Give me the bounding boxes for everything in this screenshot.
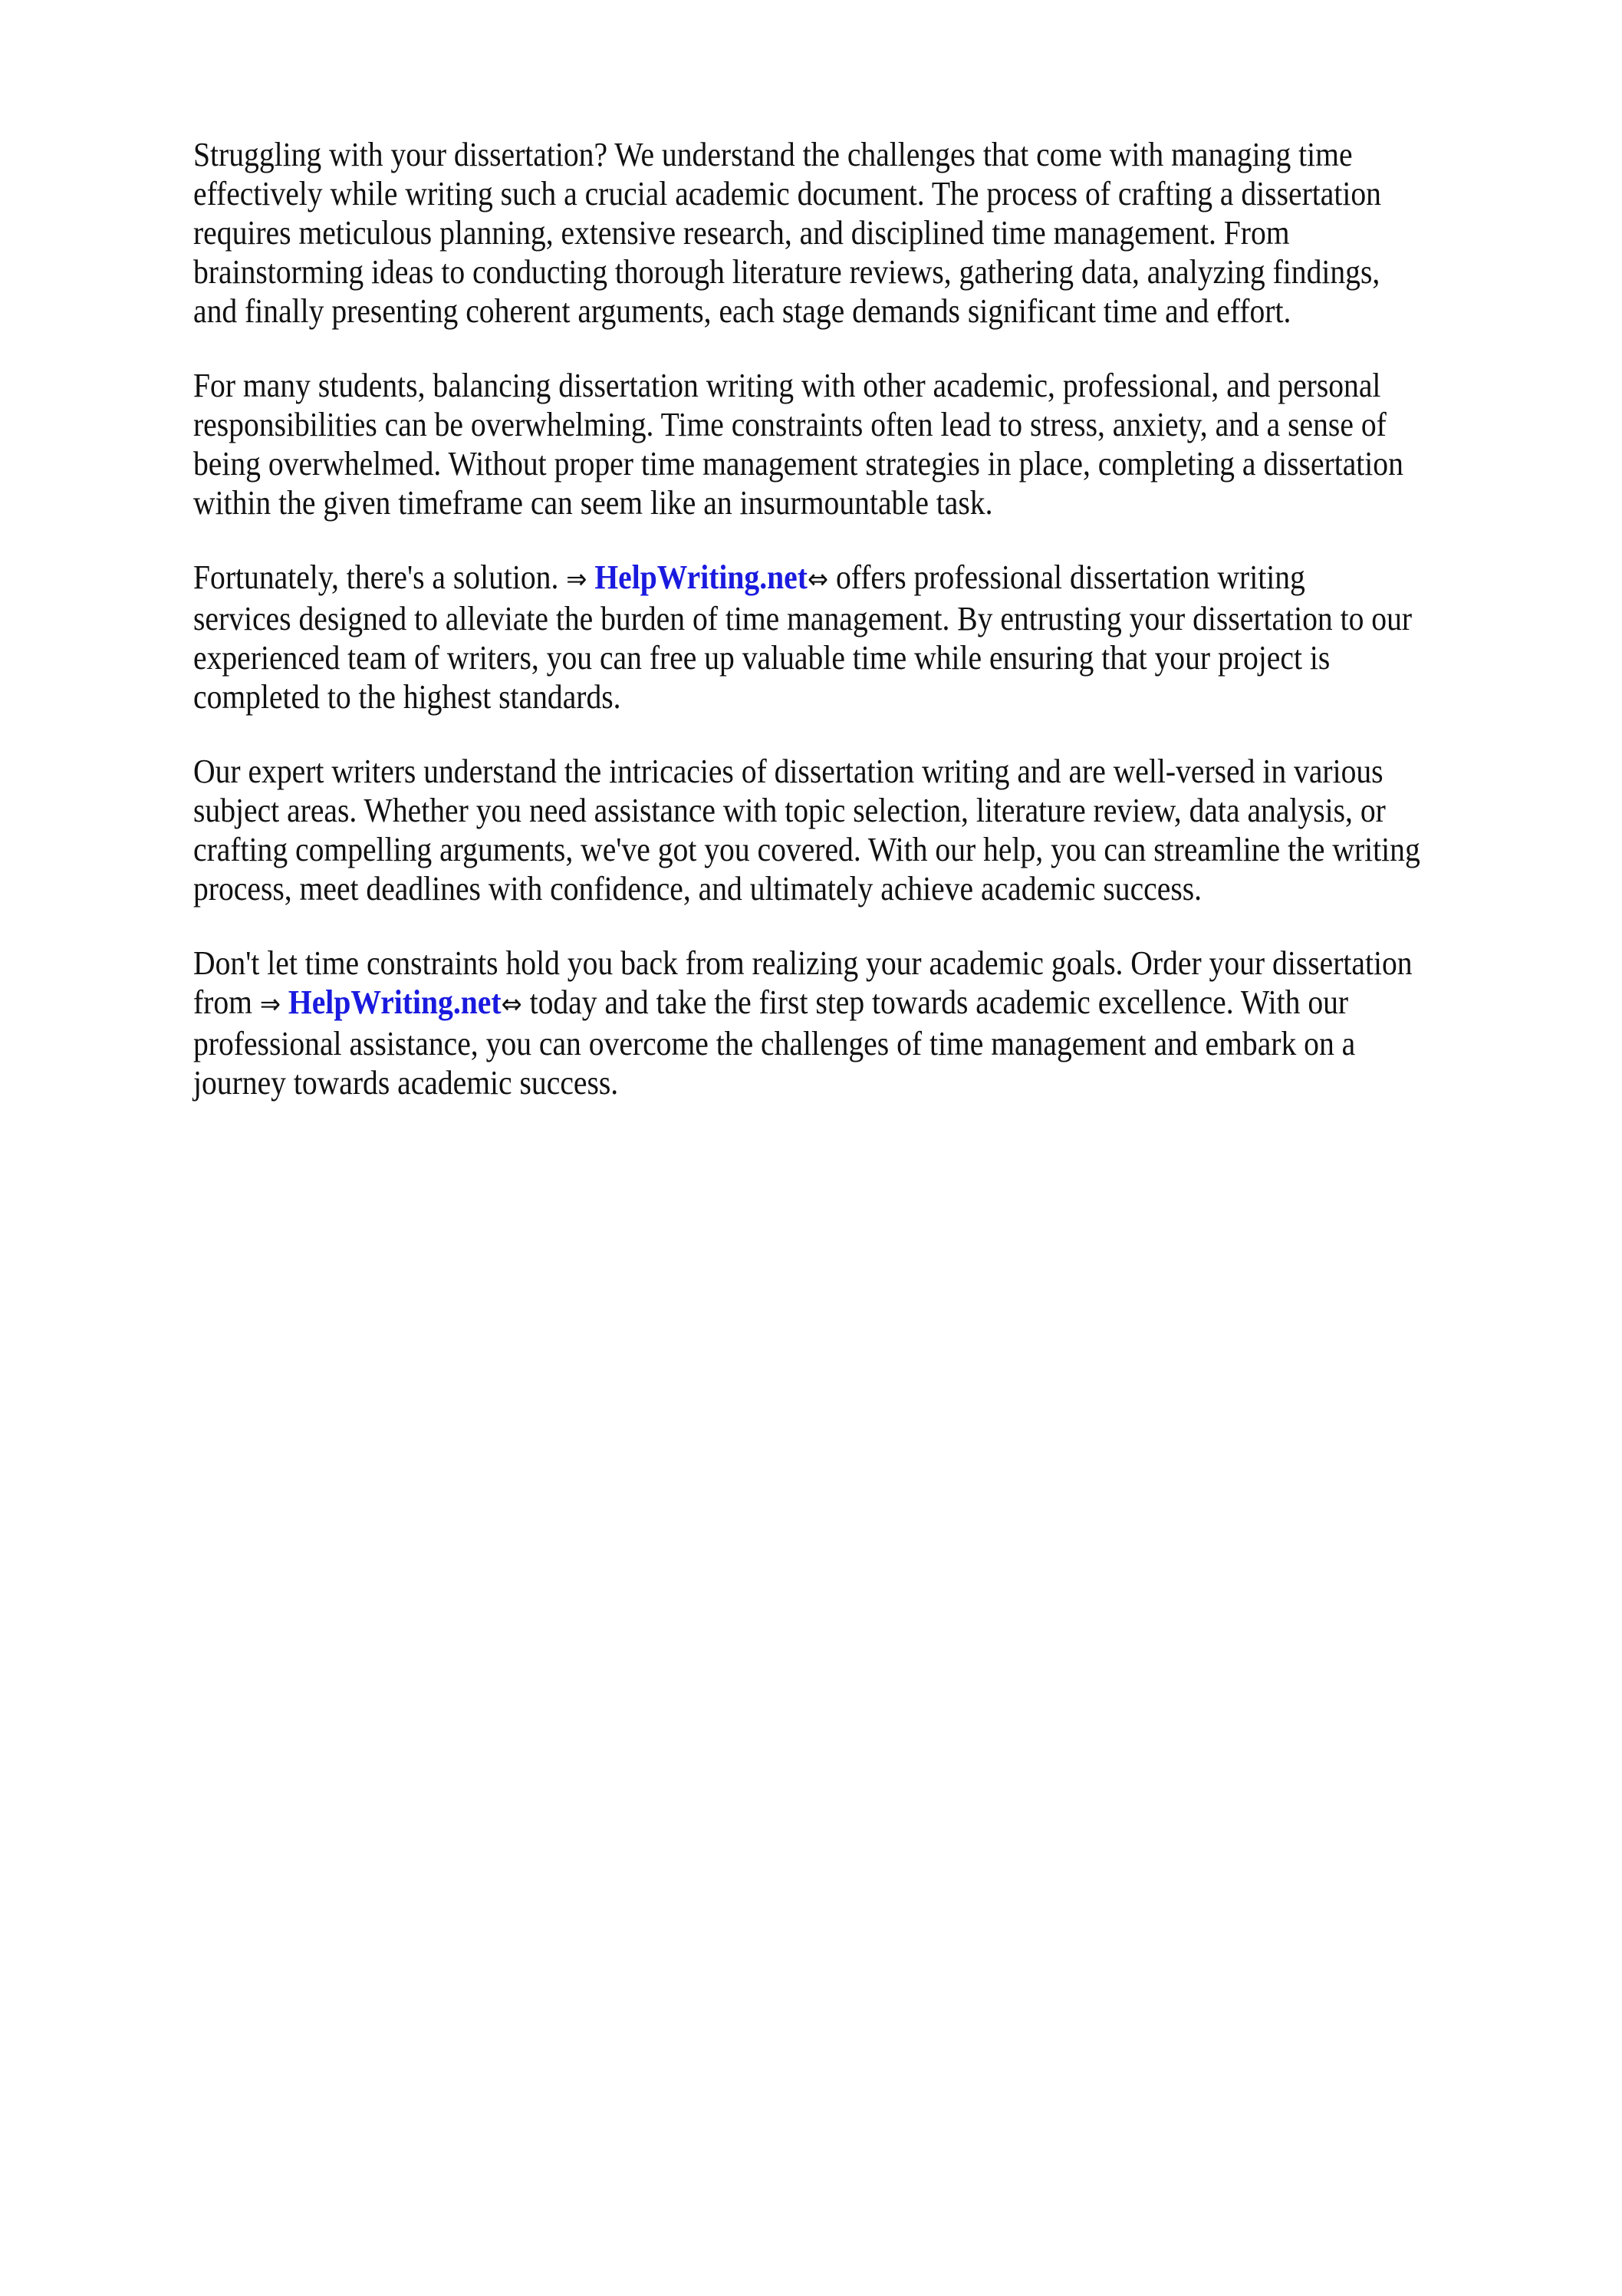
text-segment: Fortunately, there's a solution. (193, 558, 567, 596)
text-line: requires meticulous planning, extensive research, and disciplined time management. From (193, 214, 1290, 252)
text-line: subject areas. Whether you need assistance with topic selection, literature review, data analysis, or (193, 792, 1386, 829)
text-line: crafting compelling arguments, we've got you covered. With our help, you can streamline the writing (193, 831, 1420, 868)
text-line: Struggling with your dissertation? We understand the challenges that come with managing time (193, 136, 1353, 173)
text-line: being overwhelmed. Without proper time management strategies in place, completing a dissertation (193, 445, 1403, 483)
left-right-double-arrow-icon: ⇔ (501, 989, 522, 1020)
text-line: process, meet deadlines with confidence, and ultimately achieve academic success. (193, 870, 1203, 908)
text-line: For many students, balancing dissertation writing with other academic, professional, and personal (193, 367, 1381, 404)
text-line: brainstorming ideas to conducting thorough literature reviews, gathering data, analyzing findings, (193, 253, 1380, 291)
text-line: professional assistance, you can overcome the challenges of time management and embark on a (193, 1025, 1356, 1062)
paragraph-4 (193, 752, 1420, 908)
text-line: within the given timeframe can seem like an insurmountable task. (193, 484, 993, 522)
text-line: effectively while writing such a crucial academic document. The process of crafting a dissertation (193, 175, 1381, 212)
paragraph-1 (193, 135, 1420, 331)
text-segment: today and take the first step towards academic excellence. With our (521, 983, 1349, 1021)
text-line (193, 983, 1420, 1024)
text-line: responsibilities can be overwhelming. Time constraints often lead to stress, anxiety, and a sense of (193, 406, 1387, 443)
right-double-arrow-icon: ⇒ (566, 564, 587, 595)
document-body (193, 135, 1420, 1138)
text-segment: offers professional dissertation writing (828, 558, 1305, 596)
text-line: experienced team of writers, you can free up valuable time while ensuring that your project is (193, 639, 1331, 677)
text-line: journey towards academic success. (193, 1064, 619, 1102)
right-double-arrow-icon: ⇒ (259, 989, 281, 1020)
left-right-double-arrow-icon: ⇔ (807, 564, 829, 595)
paragraph-3 (193, 558, 1420, 716)
text-line: Our expert writers understand the intricacies of dissertation writing and are well-versed in various (193, 753, 1383, 790)
helpwriting-link[interactable]: HelpWriting.net (594, 558, 808, 596)
text-line (193, 558, 1420, 599)
helpwriting-link[interactable]: HelpWriting.net (288, 983, 502, 1021)
paragraph-2 (193, 366, 1420, 522)
text-segment: from (193, 983, 260, 1021)
text-line: completed to the highest standards. (193, 678, 621, 716)
text-line: Don't let time constraints hold you back from realizing your academic goals. Order your dissertation (193, 944, 1413, 982)
paragraph-5 (193, 944, 1420, 1102)
text-line: and finally presenting coherent arguments, each stage demands significant time and effort. (193, 292, 1291, 330)
text-line: services designed to alleviate the burden of time management. By entrusting your dissertation to our (193, 600, 1413, 637)
